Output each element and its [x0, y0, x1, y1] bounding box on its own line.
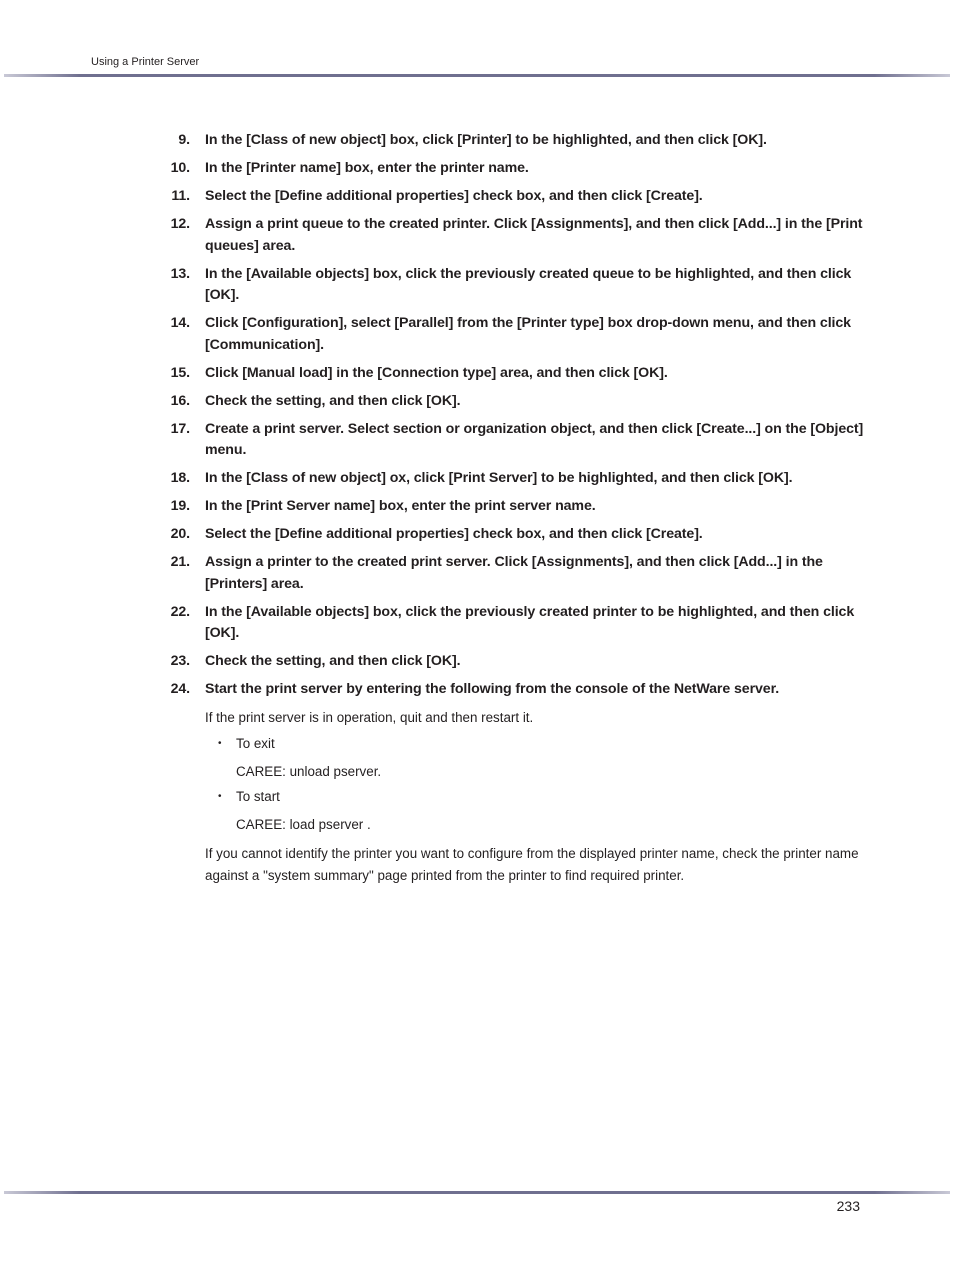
step-21 [0, 552, 865, 595]
step-10 [0, 158, 865, 180]
bullet-item [0, 734, 954, 754]
bullet-icon: • [218, 791, 222, 802]
header-rule [4, 74, 950, 77]
step-text: Check the setting, and then click [OK]. [205, 653, 461, 669]
step-number: 10. [170, 160, 190, 176]
page-content [0, 130, 954, 887]
step-9 [0, 130, 865, 152]
step-number: 14. [170, 315, 190, 331]
step-23 [0, 651, 865, 673]
bullet-label: To start [236, 789, 280, 804]
step-text: Click [Manual load] in the [Connection type] area, and then click [OK]. [205, 364, 668, 381]
console-command: CAREE: unload pserver. [236, 764, 382, 779]
step-15 [0, 363, 865, 385]
step-13 [0, 264, 865, 307]
step-number: 20. [170, 526, 190, 542]
identify-printer-note: If you cannot identify the printer you want to configure from the displayed printer name, check the printer name against a "system summary" page printed from the printer to find required printer. [205, 846, 859, 883]
step-text: In the [Class of new object] ox, click [Print Server] to be highlighted, and then click [OK]. [205, 470, 793, 486]
step-text: In the [Available objects] box, click the previously created printer to be highlighted, and then click [OK]. [205, 603, 855, 641]
step-17 [0, 419, 865, 462]
step-text: Assign a print queue to the created printer. Click [Assignments], and then click [Add...] in the [Print queues] area. [205, 216, 863, 254]
step-number: 16. [170, 392, 190, 409]
step-text: In the [Class of new object] box, click [Printer] to be highlighted, and then click [OK]. [205, 132, 767, 148]
step-text: In the [Available objects] box, click the previously created queue to be highlighted, and then click [OK]. [205, 265, 852, 303]
step-24 [0, 679, 865, 701]
step-number: 11. [171, 188, 190, 204]
page-number: 233 [836, 1198, 860, 1214]
step-number: 21. [170, 554, 190, 570]
step-18 [0, 468, 865, 490]
step-number: 12. [170, 216, 190, 232]
step-12 [0, 214, 865, 257]
restart-note: If the print server is in operation, quit and then restart it. [205, 710, 534, 725]
step-number: 15. [170, 364, 190, 381]
step-number: 24. [170, 681, 190, 697]
running-header: Using a Printer Server [91, 56, 200, 68]
step-number: 9. [178, 132, 190, 148]
step-text: Start the print server by entering the following from the console of the NetWare server. [205, 681, 780, 697]
step-text: Assign a printer to the created print server. Click [Assignments], and then click [Add...] in the [Printers] area. [205, 554, 823, 592]
step-number: 19. [170, 498, 190, 514]
step-19 [0, 496, 865, 518]
step-number: 22. [170, 603, 190, 620]
bullet-item [0, 787, 954, 807]
step-text: Click [Configuration], select [Parallel] from the [Printer type] box drop-down menu, and then click [Communication]. [205, 315, 851, 353]
footer-rule [4, 1191, 950, 1194]
step-11 [0, 186, 865, 208]
step-number: 23. [170, 653, 190, 669]
step-14 [0, 313, 865, 356]
step-number: 18. [170, 470, 190, 486]
step-text: Select the [Define additional properties] check box, and then click [Create]. [205, 526, 703, 542]
step-16 [0, 391, 865, 413]
step-20 [0, 524, 865, 546]
bullet-icon: • [218, 738, 222, 749]
step-text: Check the setting, and then click [OK]. [205, 392, 461, 409]
step-number: 17. [170, 420, 190, 437]
console-command: CAREE: load pserver . [236, 817, 371, 832]
step-text: Create a print server. Select section or organization object, and then click [Create...] on the [Object] menu. [205, 420, 864, 458]
step-text: In the [Printer name] box, enter the printer name. [205, 160, 529, 176]
bullet-label: To exit [236, 736, 275, 751]
step-22 [0, 602, 865, 645]
step-number: 13. [170, 265, 190, 282]
step-text: In the [Print Server name] box, enter the print server name. [205, 498, 596, 514]
step-text: Select the [Define additional properties] check box, and then click [Create]. [205, 188, 703, 204]
